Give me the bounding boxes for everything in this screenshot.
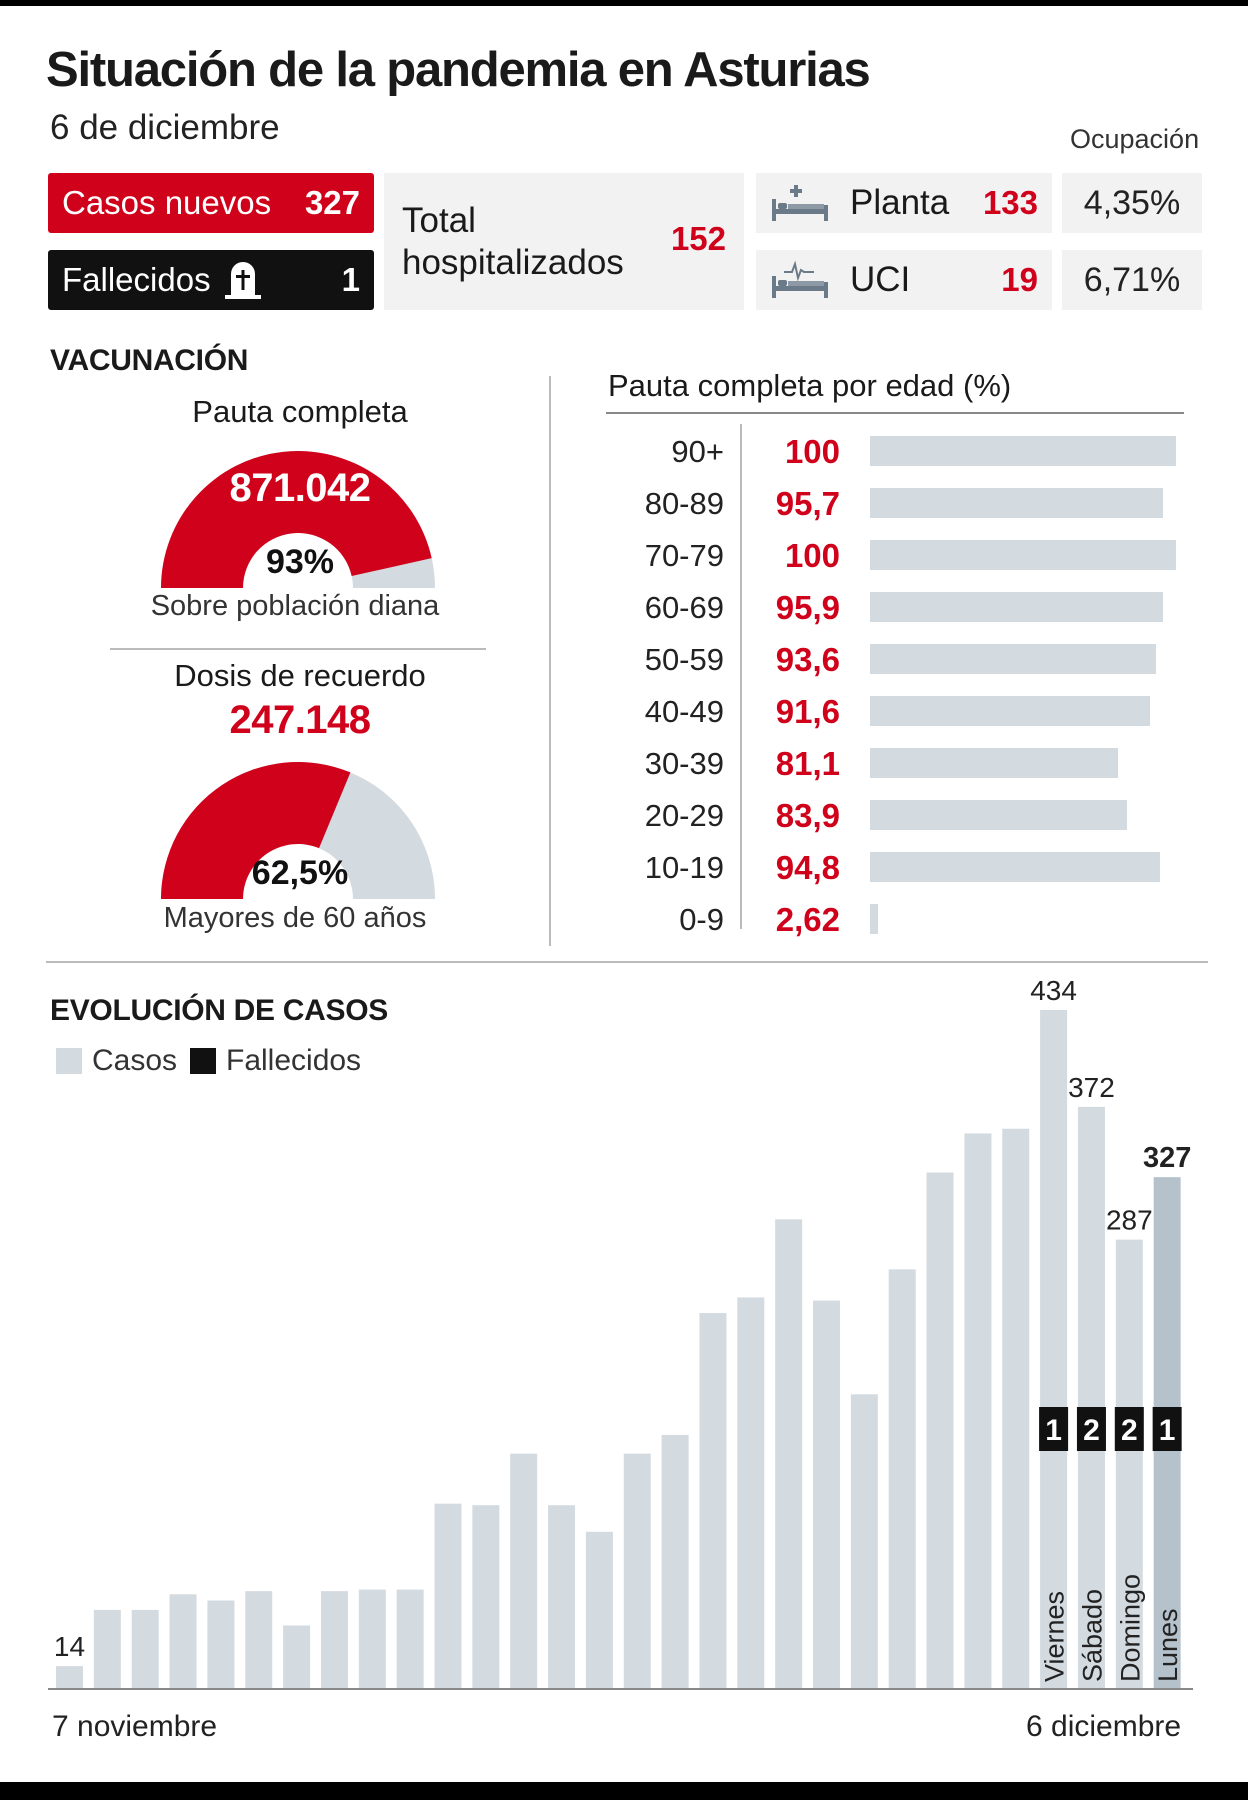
casos-value-label: 287 [1105,1204,1153,1236]
casos-bar [94,1610,121,1688]
page-date: 6 de diciembre [50,108,280,147]
age-row-label: 10-19 [644,850,724,885]
x-axis-start-label: 7 noviembre [52,1710,218,1743]
vacunacion-title: VACUNACIÓN [50,344,249,377]
infographic-page [0,6,1248,1782]
casos-bar [321,1591,348,1688]
planta-value: 133 [982,184,1038,221]
casos-bar [964,1133,991,1688]
page-title: Situación de la pandemia en Asturias [46,43,870,97]
casos-bar [132,1610,159,1688]
age-row-label: 80-89 [644,486,724,521]
casos-value-label: 327 [1142,1142,1192,1175]
casos-bar [737,1297,764,1688]
evolucion-chart [0,6,1248,1782]
fallecidos-value-label: 1 [1158,1414,1176,1447]
age-row-value: 95,7 [775,485,840,522]
casos-value-label: 434 [1030,975,1077,1006]
pauta-completa-subtitle: Sobre población diana [150,590,440,622]
age-row-label: 30-39 [644,746,724,781]
pauta-edad-title: Pauta completa por edad (%) [608,368,1012,403]
casos-bar [889,1269,916,1688]
planta-ocupacion: 4,35% [1062,173,1202,233]
age-row-value: 2,62 [775,901,840,938]
casos-bar [586,1532,613,1688]
casos-bar [1002,1129,1029,1688]
casos-bar [170,1594,197,1688]
casos-bar [245,1591,272,1688]
casos-bar [472,1505,499,1688]
day-label: Lunes [1153,1608,1184,1682]
pauta-completa-value: 871.042 [229,466,371,510]
casos-bar [548,1505,575,1688]
planta-label: Planta [850,183,950,222]
legend-casos-label: Casos [92,1044,178,1077]
age-row-value: 93,6 [775,641,840,678]
age-row-value: 81,1 [775,745,840,782]
casos-nuevos-value: 327 [304,184,360,221]
ocupacion-header: Ocupación [1070,124,1200,154]
fallecidos-value: 1 [341,261,360,298]
casos-nuevos-label: Casos nuevos [62,184,272,221]
age-row-label: 90+ [671,434,724,469]
casos-bar [813,1301,840,1688]
fallecidos-value-label: 1 [1045,1414,1062,1447]
dosis-recuerdo-percent: 62,5% [251,854,349,892]
age-row-value: 94,8 [775,849,840,886]
x-axis-line [48,1688,1193,1690]
casos-bar [510,1454,537,1688]
casos-value-label: 14 [53,1631,86,1663]
casos-bar [56,1666,83,1688]
dosis-recuerdo-subtitle: Mayores de 60 años [163,902,427,934]
casos-bar [397,1590,424,1688]
uci-label: UCI [850,260,911,299]
casos-bar [207,1601,234,1688]
casos-bar [283,1626,310,1688]
dosis-recuerdo-title: Dosis de recuerdo [174,658,426,693]
fallecidos-label: Fallecidos [62,261,211,298]
age-row-label: 50-59 [644,642,724,677]
age-row-label: 0-9 [679,902,724,937]
casos-bar [851,1394,878,1688]
fallecidos-value-label: 2 [1083,1414,1100,1447]
day-label: Sábado [1077,1588,1108,1682]
casos-bar [662,1435,689,1688]
age-row-label: 60-69 [644,590,724,625]
casos-bar [699,1313,726,1688]
age-row-value: 83,9 [775,797,840,834]
total-hospitalizados-value: 152 [670,219,726,257]
uci-ocupacion: 6,71% [1062,250,1202,310]
age-row-value: 95,9 [775,589,840,626]
legend-fallecidos-label: Fallecidos [226,1044,362,1077]
dosis-recuerdo-value: 247.148 [229,698,371,742]
evolucion-title: EVOLUCIÓN DE CASOS [50,994,388,1027]
casos-bar [624,1454,651,1688]
age-row-label: 40-49 [644,694,724,729]
casos-bar [775,1219,802,1688]
x-axis-end-label: 6 diciembre [1026,1710,1182,1743]
age-row-label: 70-79 [644,538,724,573]
age-row-value: 100 [784,433,840,470]
uci-value: 19 [1001,261,1038,298]
fallecidos-value-label: 2 [1120,1414,1138,1447]
total-hospitalizados-label: Total hospitalizados [402,200,624,282]
day-label: Viernes [1039,1590,1070,1682]
casos-bar [927,1172,954,1688]
casos-bar [359,1590,386,1688]
age-row-value: 91,6 [775,693,840,730]
pauta-completa-title: Pauta completa [192,394,408,429]
casos-bar [435,1504,462,1688]
age-row-value: 100 [784,537,840,574]
pauta-completa-percent: 93% [265,543,335,581]
casos-bar [1040,1010,1067,1688]
casos-value-label: 372 [1068,1071,1115,1103]
day-label: Domingo [1115,1573,1146,1682]
age-row-label: 20-29 [644,798,724,833]
